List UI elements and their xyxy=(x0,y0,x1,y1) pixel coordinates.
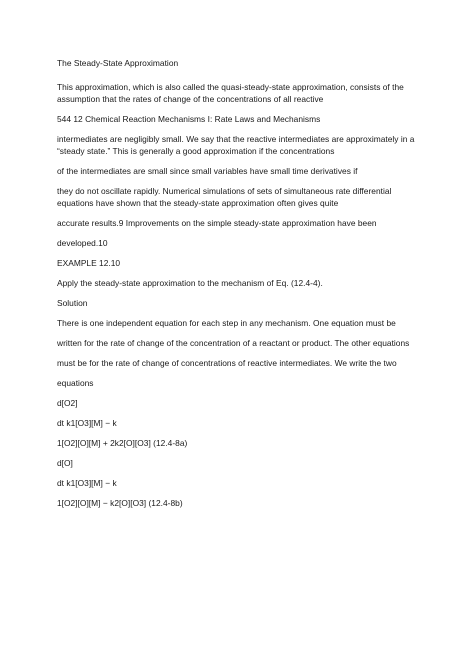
paragraph-line: “steady state.” This is generally a good approximation if the concentrations xyxy=(57,146,335,156)
paragraph-line: must be for the rate of change of concentrations of reactive intermediates. We write the two xyxy=(57,358,397,368)
running-header: 544 12 Chemical Reaction Mechanisms I: Rate Laws and Mechanisms xyxy=(57,114,321,124)
solution-heading: Solution xyxy=(57,298,88,308)
paragraph-line: This approximation, which is also called the quasi-steady-state approximation, consists of the xyxy=(57,82,404,92)
equation-line: d[O] xyxy=(57,458,73,468)
example-statement: Apply the steady-state approximation to the mechanism of Eq. (12.4-4). xyxy=(57,278,323,288)
equation-line: d[O2] xyxy=(57,398,78,408)
paragraph-line: of the intermediates are small since small variables have small time derivatives if xyxy=(57,166,358,176)
equation-line: dt k1[O3][M] − k xyxy=(57,418,117,428)
paragraph-line: they do not oscillate rapidly. Numerical simulations of sets of simultaneous rate differential xyxy=(57,186,392,196)
paragraph-line: developed.10 xyxy=(57,238,108,248)
paragraph-line: equations have shown that the steady-state approximation often gives quite xyxy=(57,198,339,208)
paragraph-line: written for the rate of change of the concentration of a reactant or product. The other equations xyxy=(57,338,410,348)
equation-line: 1[O2][O][M] − k2[O][O3] (12.4-8b) xyxy=(57,498,183,508)
paragraph-line: intermediates are negligibly small. We say that the reactive intermediates are approximately in a xyxy=(57,134,415,144)
paragraph-line: accurate results.9 Improvements on the simple steady-state approximation have been xyxy=(57,218,377,228)
section-heading: The Steady-State Approximation xyxy=(57,58,179,68)
paragraph-line: assumption that the rates of change of the concentrations of all reactive xyxy=(57,94,324,104)
equation-line: dt k1[O3][M] − k xyxy=(57,478,117,488)
equation-line: 1[O2][O][M] + 2k2[O][O3] (12.4-8a) xyxy=(57,438,188,448)
paragraph-line: There is one independent equation for each step in any mechanism. One equation must be xyxy=(57,318,396,328)
paragraph-line: equations xyxy=(57,378,94,388)
example-heading: EXAMPLE 12.10 xyxy=(57,258,121,268)
